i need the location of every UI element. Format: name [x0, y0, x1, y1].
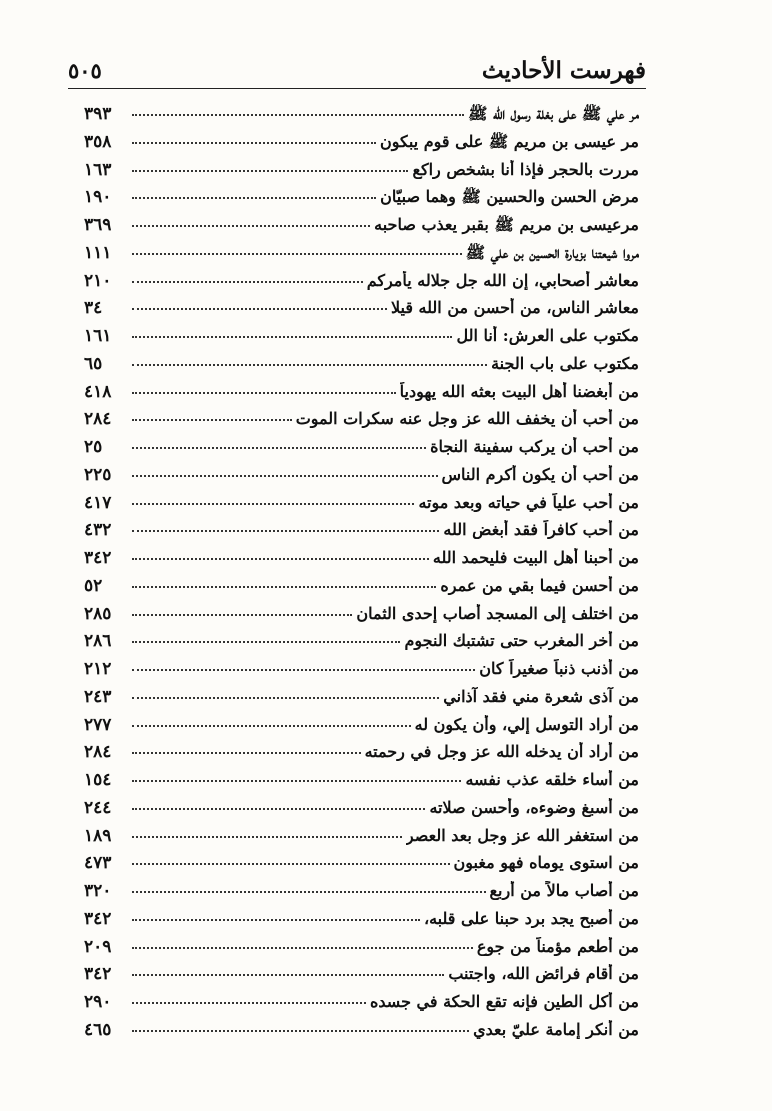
dot-leader	[132, 586, 436, 588]
entry-page-number: ١٨٩	[84, 825, 112, 846]
entry-page-number: ٣٤٢	[84, 908, 112, 929]
entry-text: مكتوب على باب الجنة	[491, 353, 639, 373]
dot-leader	[132, 947, 473, 949]
entry-text: من أنكر إمامة عليّ بعدي	[473, 1019, 639, 1039]
entry-page-number: ٣٩٣	[84, 104, 112, 124]
entry-text: مررت بالحجر فإذا أنا بشخص راكع	[412, 159, 639, 179]
entry-text: من أكل الطين فإنه تقع الحكة في جسده	[370, 992, 639, 1011]
entry-page-number: ٢٨٥	[84, 603, 112, 624]
entry-text: من أحسن فيما بقي من عمره	[440, 575, 639, 595]
index-entry	[84, 437, 639, 465]
dot-leader	[132, 197, 376, 199]
entry-text: من أصاب مالاً من أربع	[489, 881, 639, 900]
index-entry	[84, 271, 639, 299]
index-entry	[84, 104, 639, 132]
entry-page-number: ٦٥	[84, 353, 103, 374]
index-entry	[84, 798, 639, 826]
hadith-index-list	[84, 104, 639, 1048]
index-entry	[84, 770, 639, 798]
index-entry	[84, 382, 639, 410]
index-entry	[84, 298, 639, 326]
entry-page-number: ١٦٣	[84, 159, 112, 180]
dot-leader	[132, 974, 444, 976]
dot-leader	[132, 752, 361, 754]
dot-leader	[132, 281, 363, 283]
entry-page-number: ٤١٧	[84, 492, 112, 513]
entry-page-number: ١٦١	[84, 326, 112, 346]
entry-page-number: ٣٤٢	[84, 548, 112, 568]
index-entry	[84, 160, 639, 188]
dot-leader	[132, 558, 429, 560]
dot-leader	[132, 392, 396, 394]
entry-page-number: ٢٤٣	[84, 686, 112, 707]
dot-leader	[132, 808, 425, 810]
entry-page-number: ٢٩٠	[84, 992, 112, 1012]
entry-page-number: ٣٢٠	[84, 881, 112, 901]
index-entry	[84, 937, 639, 965]
dot-leader	[132, 142, 376, 144]
entry-text: من أحب أن يخفف الله عز وجل عنه سكرات الموت	[295, 409, 639, 429]
entry-page-number: ٣٥٨	[84, 131, 112, 152]
dot-leader	[132, 419, 292, 421]
entry-text: من أحب علياً في حياته وبعد موته	[418, 492, 639, 512]
entry-text: من استوى يوماه فهو مغبون	[453, 853, 639, 873]
entry-page-number: ٢٧٧	[84, 714, 112, 735]
index-entry	[84, 659, 639, 687]
entry-page-number: ٢٠٩	[84, 936, 112, 957]
entry-text: من أذنب ذنباً صغيراً كان	[479, 659, 639, 678]
entry-text: من أحبنا أهل البيت فليحمد الله	[432, 548, 639, 567]
index-entry	[84, 742, 639, 770]
index-entry	[84, 881, 639, 909]
entry-page-number: ٢٨٦	[84, 631, 112, 652]
dot-leader	[132, 503, 414, 505]
entry-page-number: ٢١٠	[84, 270, 112, 291]
entry-page-number: ٣٤	[84, 298, 103, 319]
entry-page-number: ١٥٤	[84, 770, 112, 790]
index-entry	[84, 520, 639, 548]
entry-page-number: ٢٨٤	[84, 409, 112, 430]
entry-text: معاشر الناس، من أحسن من الله قيلا	[390, 298, 639, 318]
dot-leader	[132, 364, 487, 366]
index-entry	[84, 992, 639, 1020]
dot-leader	[132, 475, 438, 477]
entry-text: من اختلف إلى المسجد أصاب إحدى الثمان	[356, 603, 639, 623]
index-entry	[84, 964, 639, 992]
entry-page-number: ٢٤٤	[84, 797, 112, 818]
index-entry	[84, 715, 639, 743]
index-entry	[84, 493, 639, 521]
entry-text: مرض الحسن والحسين ﷺ وهما صبيّان	[380, 187, 639, 207]
index-entry	[84, 187, 639, 215]
dot-leader	[132, 697, 439, 699]
entry-text: من أراد التوسل إلي، وأن يكون له	[414, 714, 639, 734]
entry-text: مروا شيعتنا بزيارة الحسين بن علي ﷺ	[465, 242, 639, 262]
index-entry	[84, 465, 639, 493]
index-entry	[84, 631, 639, 659]
index-entry	[84, 1020, 639, 1048]
entry-text: مرعيسى بن مريم ﷺ بقبر يعذب صاحبه	[374, 215, 639, 234]
dot-leader	[132, 253, 462, 255]
entry-text: من أصبح يجد برد حبنا على قلبه،	[423, 908, 639, 928]
entry-page-number: ٤٧٣	[84, 853, 112, 874]
entry-page-number: ٥٢	[84, 575, 103, 596]
dot-leader	[132, 447, 426, 449]
entry-text: من أحب أن يكون أكرم الناس	[441, 464, 639, 484]
entry-text: من آذى شعرة مني فقد آذاني	[443, 686, 639, 706]
entry-page-number: ٢٢٥	[84, 464, 112, 485]
entry-text: مر عيسى بن مريم ﷺ على قوم يبكون	[380, 131, 639, 151]
dot-leader	[132, 308, 387, 310]
entry-page-number: ٤٣٢	[84, 520, 112, 541]
entry-page-number: ٣٦٩	[84, 215, 112, 235]
entry-text: من أساء خلقه عذب نفسه	[465, 770, 639, 789]
page-header	[68, 52, 646, 86]
dot-leader	[132, 725, 411, 727]
page-title: فهرست الأحاديث	[481, 57, 646, 84]
entry-text: مر علي ﷺ على بغلة رسول الله ﷺ	[468, 104, 639, 123]
entry-page-number: ٢١٢	[84, 659, 112, 679]
index-entry	[84, 548, 639, 576]
header-rule	[68, 88, 646, 89]
entry-page-number: ٢٥	[84, 437, 103, 457]
index-entry	[84, 826, 639, 854]
entry-text: من أقام فرائض الله، واجتنب	[448, 964, 639, 984]
entry-text: من أطعم مؤمناً من جوع	[476, 936, 639, 956]
dot-leader	[132, 919, 420, 921]
dot-leader	[132, 891, 486, 893]
index-entry	[84, 909, 639, 937]
index-entry	[84, 326, 639, 354]
dot-leader	[132, 1002, 366, 1004]
entry-page-number: ٤٦٥	[84, 1019, 112, 1040]
dot-leader	[132, 669, 475, 671]
dot-leader	[132, 614, 352, 616]
entry-text: من أسبغ وضوءه، وأحسن صلاته	[429, 797, 639, 817]
entry-text: من استغفر الله عز وجل بعد العصر	[405, 825, 639, 845]
dot-leader	[132, 170, 408, 172]
entry-page-number: ٤١٨	[84, 381, 112, 402]
dot-leader	[132, 530, 439, 532]
index-entry	[84, 215, 639, 243]
index-entry	[84, 576, 639, 604]
entry-text: من أخر المغرب حتى تشتبك النجوم	[404, 631, 639, 651]
index-entry	[84, 132, 639, 160]
entry-text: مكتوب على العرش: أنا الل	[456, 326, 639, 345]
dot-leader	[132, 1030, 469, 1032]
index-entry	[84, 243, 639, 271]
dot-leader	[132, 863, 450, 865]
dot-leader	[132, 225, 370, 227]
dot-leader	[132, 114, 464, 116]
entry-text: من أراد أن يدخله الله عز وجل في رحمته	[364, 742, 639, 762]
dot-leader	[132, 836, 402, 838]
entry-text: من أحب أن يركب سفينة النجاة	[430, 437, 639, 456]
entry-page-number: ١٩٠	[84, 187, 112, 208]
index-entry	[84, 687, 639, 715]
entry-text: معاشر أصحابي، إن الله جل جلاله يأمركم	[366, 270, 639, 290]
dot-leader	[132, 780, 461, 782]
index-entry	[84, 354, 639, 382]
entry-text: من أبغضنا أهل البيت بعثه الله يهودياً	[399, 381, 639, 401]
index-entry	[84, 853, 639, 881]
dot-leader	[132, 336, 452, 338]
entry-page-number: ٢٨٤	[84, 742, 112, 763]
dot-leader	[132, 641, 400, 643]
entry-page-number: ١١١	[84, 242, 112, 263]
entry-text: من أحب كافراً فقد أبغض الله	[443, 520, 639, 540]
page-number: ٥٠٥	[68, 58, 102, 83]
index-entry	[84, 604, 639, 632]
index-entry	[84, 409, 639, 437]
entry-page-number: ٣٤٢	[84, 964, 112, 985]
